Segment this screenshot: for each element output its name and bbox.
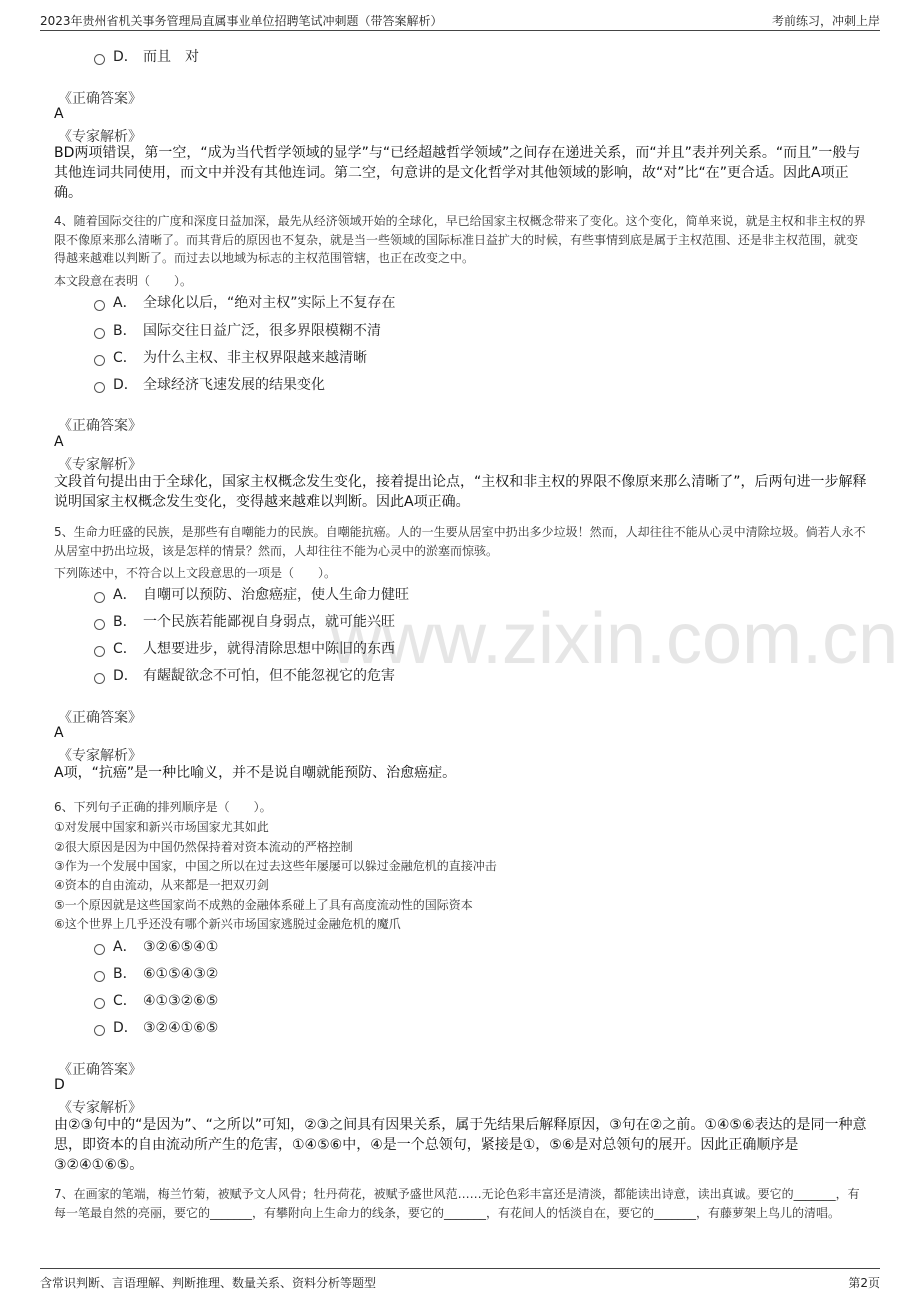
analysis-label: 《专家解析》 bbox=[58, 129, 142, 145]
footer-topics: 含常识判断、言语理解、判断推理、数量关系、资料分析等题型 bbox=[40, 1276, 377, 1290]
document-title: 2023年贵州省机关事务管理局直属事业单位招聘笔试冲刺题（带答案解析） bbox=[40, 14, 443, 28]
radio-icon[interactable] bbox=[94, 592, 105, 603]
sentence-item: ④资本的自由流动，从来都是一把双刃剑 bbox=[54, 878, 269, 892]
radio-icon[interactable] bbox=[94, 328, 105, 339]
q4-option-c[interactable]: C． 为什么主权、非主权界限越来越清晰 bbox=[94, 347, 367, 367]
question-stem: 4、随着国际交往的广度和深度日益加深，最先从经济领域开始的全球化，早已给国家主权概念带来了变化。这个变化，简单来说，就是主权和非主权的界限不像原来那么清晰了。而其背后的原因也不复杂，就是当一些领域的国际标准日益扩大的时候，有些事情到底是属于主权范围、还是非主权范围，就变得越来越难以判断了。而过去以地域为标志的主权范围管辖，也正在改变之中。 bbox=[54, 214, 866, 265]
page-number: 第2页 bbox=[848, 1276, 880, 1290]
radio-icon[interactable] bbox=[94, 646, 105, 657]
radio-icon[interactable] bbox=[94, 382, 105, 393]
answer-label: 《正确答案》 bbox=[58, 1062, 142, 1078]
page-header bbox=[40, 8, 880, 31]
answer-value: A bbox=[54, 106, 64, 122]
answer-label: 《正确答案》 bbox=[58, 418, 142, 434]
analysis-text: 文段首句提出由于全球化，国家主权概念发生变化，接着提出论点，“主权和非主权的界限不像原来那么清晰了”，后两句进一步解释说明国家主权概念发生变化，变得越来越难以判断。因此A项正确。 bbox=[54, 474, 867, 510]
question-stem: 5、生命力旺盛的民族，是那些有自嘲能力的民族。自嘲能抗癌。人的一生要从居室中扔出多少垃圾！然而，人却往往不能从心灵中清除垃圾。倘若人永不从居室中扔出垃圾，该是怎样的情景？然而，人却往往不能为心灵中的淤塞而惊骇。 bbox=[54, 525, 866, 558]
page-footer bbox=[40, 1268, 880, 1293]
radio-icon[interactable] bbox=[94, 673, 105, 684]
sentence-item: ②很大原因是因为中国仍然保持着对资本流动的严格控制 bbox=[54, 840, 353, 854]
answer-value: D bbox=[54, 1077, 65, 1093]
answer-value: A bbox=[54, 725, 64, 741]
radio-icon[interactable] bbox=[94, 355, 105, 366]
q5-option-c[interactable]: C． 人想要进步，就得清除思想中陈旧的东西 bbox=[94, 638, 395, 658]
sentence-item: ⑥这个世界上几乎还没有哪个新兴市场国家逃脱过金融危机的魔爪 bbox=[54, 917, 401, 931]
analysis-label: 《专家解析》 bbox=[58, 748, 142, 764]
radio-icon[interactable] bbox=[94, 619, 105, 630]
answer-value: A bbox=[54, 434, 64, 450]
sentence-item: ⑤一个原因就是这些国家尚不成熟的金融体系碰上了具有高度流动性的国际资本 bbox=[54, 898, 473, 912]
q5-option-d[interactable]: D． 有龌龊欲念不可怕，但不能忽视它的危害 bbox=[94, 665, 395, 685]
analysis-label: 《专家解析》 bbox=[58, 457, 142, 473]
question-prompt: 本文段意在表明（ ）。 bbox=[54, 274, 193, 288]
analysis-text: 由②③句中的“是因为”、“之所以”可知，②③之间具有因果关系，属于先结果后解释原因，③句在②之前。①④⑤⑥表达的是同一种意思，即资本的自由流动所产生的危害，①④⑤⑥中，④是一个总领句，紧接是①，⑤⑥是对总领句的展开。因此正确顺序是③②④①⑥⑤。 bbox=[54, 1117, 867, 1173]
question-stem: 6、下列句子正确的排列顺序是（ ）。 bbox=[54, 800, 272, 814]
question-prompt: 下列陈述中，不符合以上文段意思的一项是（ ）。 bbox=[54, 566, 337, 580]
q3-option-d[interactable]: D． 而且 对 bbox=[94, 46, 199, 66]
q5-option-b[interactable]: B． 一个民族若能鄙视自身弱点，就可能兴旺 bbox=[94, 611, 395, 631]
q6-option-a[interactable]: A． ③②⑥⑤④① bbox=[94, 936, 218, 956]
radio-icon[interactable] bbox=[94, 998, 105, 1009]
watermark: www.zixin.com.cn bbox=[330, 599, 899, 679]
answer-label: 《正确答案》 bbox=[58, 710, 142, 726]
radio-icon[interactable] bbox=[94, 300, 105, 311]
q6-option-b[interactable]: B． ⑥①⑤④③② bbox=[94, 963, 218, 983]
q6-option-c[interactable]: C． ④①③②⑥⑤ bbox=[94, 990, 218, 1010]
analysis-text: A项，“抗癌”是一种比喻义，并不是说自嘲就能预防、治愈癌症。 bbox=[54, 765, 457, 781]
q6-option-d[interactable]: D． ③②④①⑥⑤ bbox=[94, 1017, 218, 1037]
radio-icon[interactable] bbox=[94, 54, 105, 65]
q4-option-a[interactable]: A． 全球化以后，“绝对主权”实际上不复存在 bbox=[94, 292, 396, 312]
analysis-label: 《专家解析》 bbox=[58, 1100, 142, 1116]
q4-option-d[interactable]: D． 全球经济飞速发展的结果变化 bbox=[94, 374, 325, 394]
answer-label: 《正确答案》 bbox=[58, 91, 142, 107]
question-stem: 7、在画家的笔端，梅兰竹菊，被赋予文人风骨；牡丹荷花，被赋予盛世风范……无论色彩丰富还是清淡，都能读出诗意，读出真诚。要它的_______，有每一笔最自然的亮丽，要它的_______，有攀附向上生命力的线条，要它的_______，有花间人的恬淡自在，要它的_______，有藤萝架上鸟儿的清唱。 bbox=[54, 1187, 860, 1220]
radio-icon[interactable] bbox=[94, 944, 105, 955]
header-slogan: 考前练习，冲刺上岸 bbox=[771, 14, 880, 28]
sentence-item: ①对发展中国家和新兴市场国家尤其如此 bbox=[54, 820, 269, 834]
q4-option-b[interactable]: B． 国际交往日益广泛，很多界限模糊不清 bbox=[94, 320, 381, 340]
sentence-item: ③作为一个发展中国家，中国之所以在过去这些年屡屡可以躲过金融危机的直接冲击 bbox=[54, 859, 497, 873]
radio-icon[interactable] bbox=[94, 971, 105, 982]
q5-option-a[interactable]: A． 自嘲可以预防、治愈癌症，使人生命力健旺 bbox=[94, 584, 409, 604]
analysis-text: BD两项错误，第一空，“成为当代哲学领域的显学”与“已经超越哲学领域”之间存在递进关系，而“并且”表并列关系。“而且”一般与其他连词共同使用，而文中并没有其他连词。第二空，句意讲的是文化哲学对其他领域的影响，故“对”比“在”更合适。因此A项正确。 bbox=[54, 145, 861, 201]
radio-icon[interactable] bbox=[94, 1025, 105, 1036]
